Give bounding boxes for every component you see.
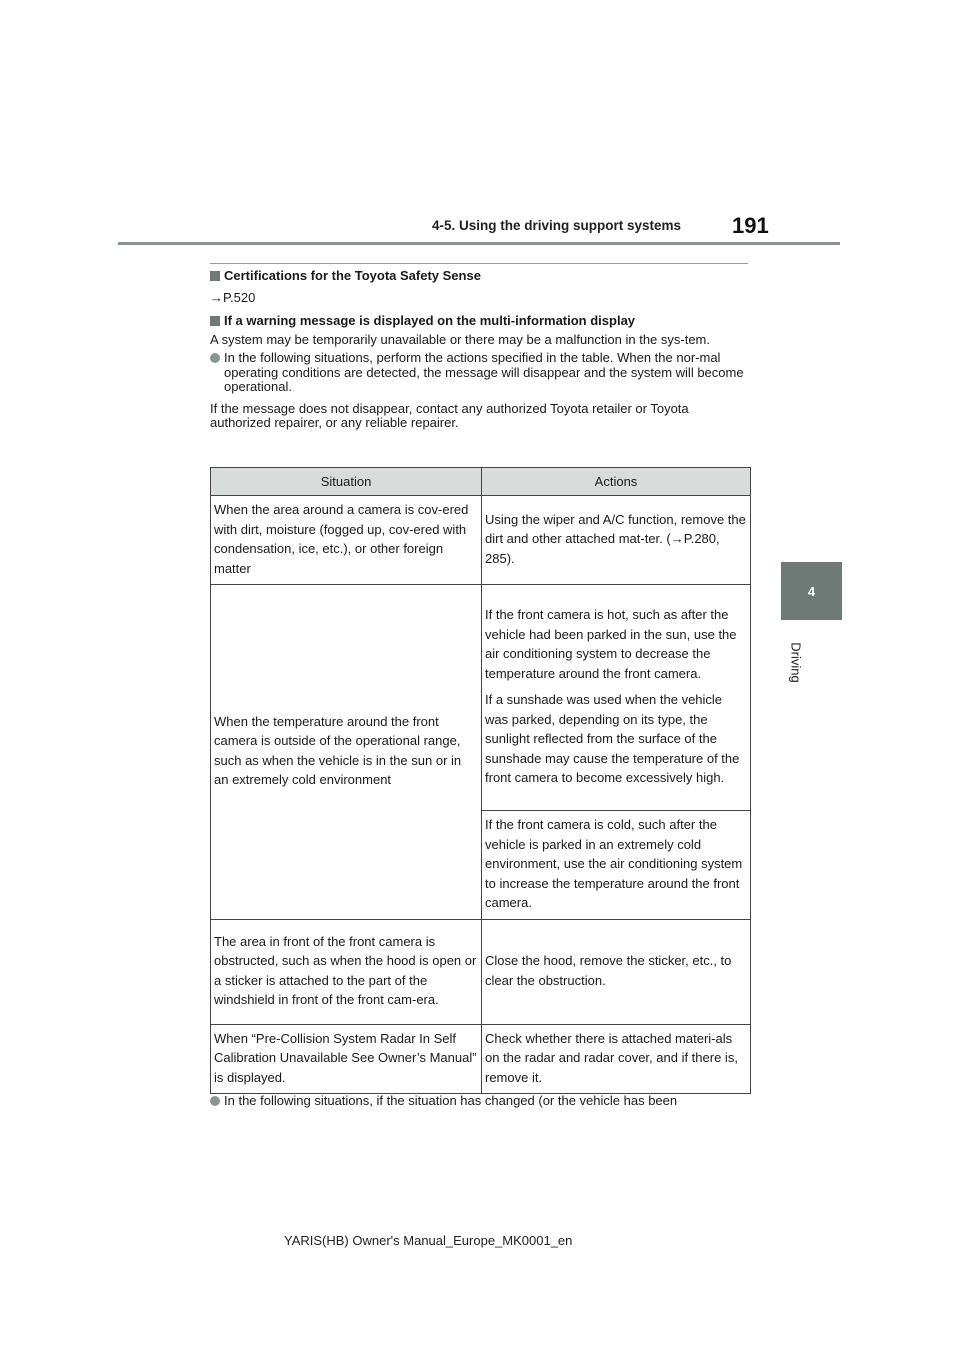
heading-marker-icon	[210, 316, 220, 326]
contact-paragraph: If the message does not disappear, contact any authorized Toyota retailer or Toyota authorized repairer, or any reliable repairer.	[210, 400, 689, 430]
heading-certifications-text: Certifications for the Toyota Safety Sense	[224, 268, 481, 283]
situation-cell: The area in front of the front camera is obstructed, such as when the hood is open or a sticker is attached to the part of the windshield in front of the front cam-era.	[211, 919, 482, 1024]
column-header-situation: Situation	[211, 468, 482, 496]
content-bottom	[210, 1094, 750, 1109]
bullet-item-text: In the following situations, if the situation has changed (or the vehicle has been	[224, 1093, 678, 1108]
bullet-item	[210, 1094, 750, 1109]
table-header-row	[211, 468, 751, 496]
content-top-rule	[210, 263, 748, 264]
bullet-item	[210, 351, 750, 395]
chapter-tab: 4	[781, 562, 842, 620]
action-paragraph: If the front camera is hot, such as after the vehicle had been parked in the sun, use the air conditioning system to decrease the temperature around the front camera.	[485, 607, 737, 681]
chapter-label	[781, 632, 811, 692]
action-cell: Using the wiper and A/C function, remove the dirt and other attached mat-ter. (→P.280, 285).	[482, 496, 751, 585]
footer-manual-id: YARIS(HB) Owner's Manual_Europe_MK0001_en	[284, 1233, 573, 1248]
situation-cell: When the temperature around the front camera is outside of the operational range, such as when the vehicle is in the sun or in an extremely cold environment	[211, 585, 482, 920]
table-row	[211, 1024, 751, 1094]
column-header-actions: Actions	[482, 468, 751, 496]
content-body	[210, 267, 750, 431]
heading-certifications	[210, 269, 750, 284]
situation-actions-table	[210, 467, 751, 1094]
action-cell: Close the hood, remove the sticker, etc., to clear the obstruction.	[482, 919, 751, 1024]
bullet-dot-icon	[210, 353, 220, 363]
action-cell: If the front camera is cold, such after the vehicle is parked in an extremely cold environment, use the air conditioning system to increase the temperature around the front camera.	[482, 811, 751, 920]
table-row	[211, 919, 751, 1024]
table-row	[211, 496, 751, 585]
heading-warning-message	[210, 314, 750, 329]
chapter-label-text: Driving	[788, 641, 804, 683]
heading-marker-icon	[210, 271, 220, 281]
situation-cell: When the area around a camera is cov-ered with dirt, moisture (fogged up, cov-ered with condensation, ice, etc.), or other foreign matter	[211, 496, 482, 585]
section-title: 4-5. Using the driving support systems	[432, 218, 682, 233]
action-cell	[482, 585, 751, 811]
action-cell: Check whether there is attached materi-als on the radar and radar cover, and if there is, remove it.	[482, 1024, 751, 1094]
page-number: 191	[732, 213, 769, 238]
intro-paragraph: A system may be temporarily unavailable or there may be a malfunction in the sys-tem.	[210, 331, 710, 347]
bullet-dot-icon	[210, 1096, 220, 1106]
header-divider	[118, 242, 840, 245]
heading-warning-message-text: If a warning message is displayed on the multi-information display	[224, 313, 636, 328]
bullet-item-text: In the following situations, perform the actions specified in the table. When the nor-mal operating conditions are detected, the message will disappear and the system will become operational.	[224, 350, 744, 394]
action-paragraph: If a sunshade was used when the vehicle was parked, depending on its type, the sunlight reflected from the surface of the sunshade may cause the temperature of the front camera to become excessively high.	[485, 692, 740, 786]
situation-cell: When “Pre-Collision System Radar In Self Calibration Unavailable See Owner’s Manual” is displayed.	[211, 1024, 482, 1094]
table-row	[211, 585, 751, 811]
page-reference: →P.520	[210, 289, 256, 305]
